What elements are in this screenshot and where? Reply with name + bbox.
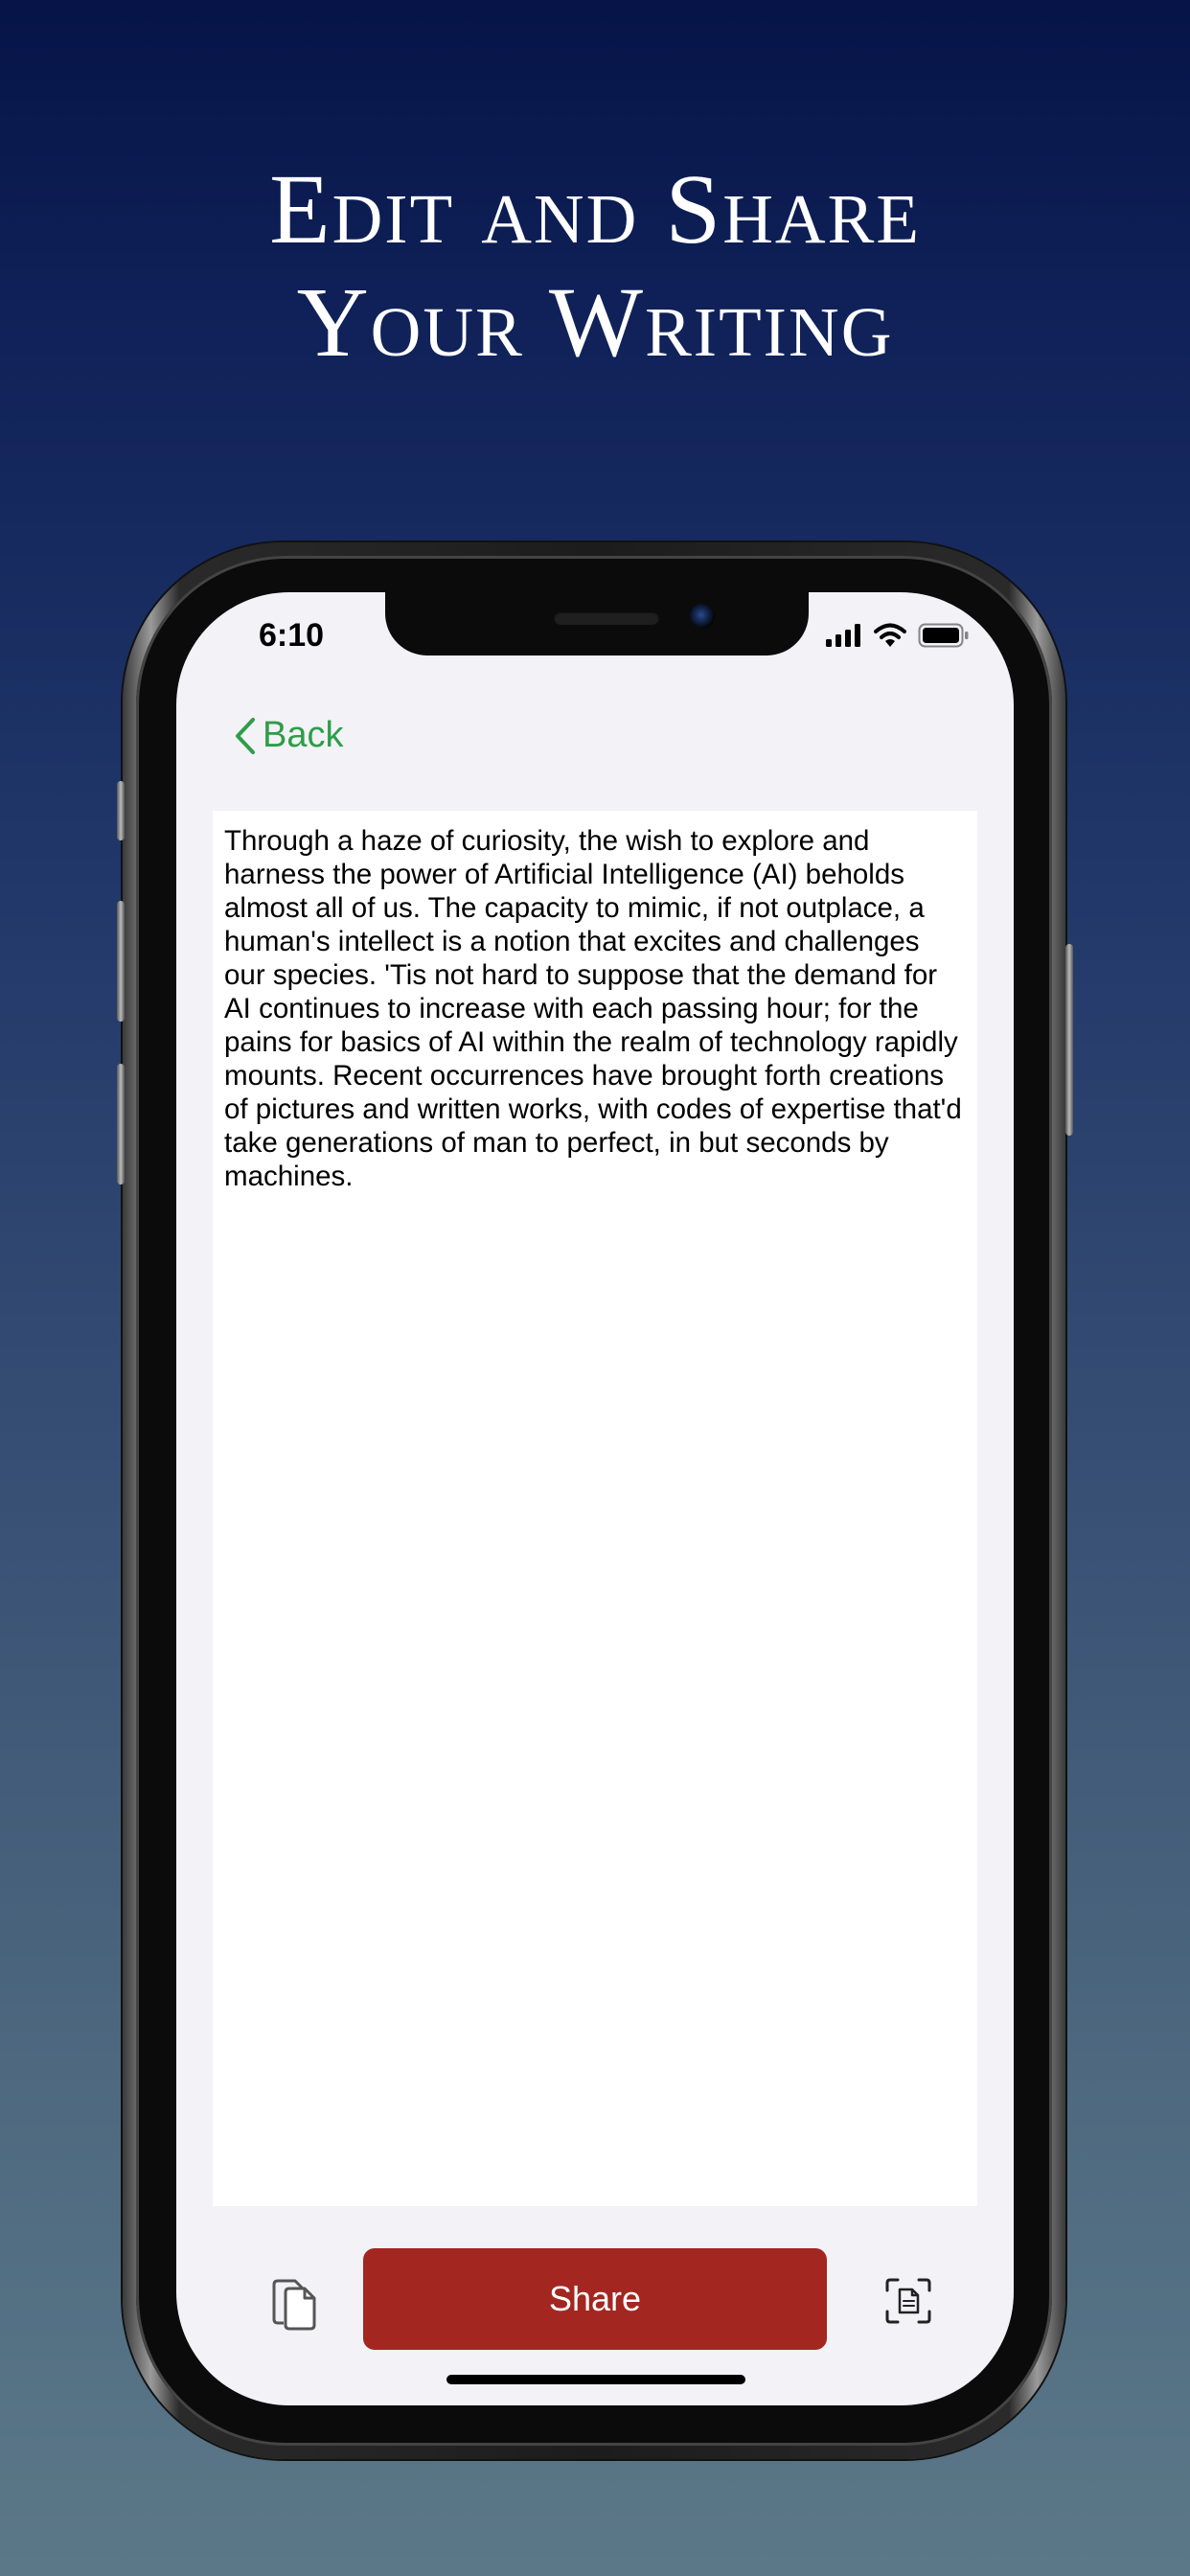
cellular-signal-icon [826,624,862,647]
status-time: 6:10 [259,617,325,654]
back-label: Back [263,715,344,755]
battery-icon [918,623,970,648]
back-button[interactable] [234,715,343,756]
home-indicator[interactable] [446,2375,745,2384]
scan-document-button[interactable] [884,2277,932,2325]
scan-document-icon [884,2277,932,2325]
status-icons [826,623,970,648]
bottom-toolbar [176,2248,1014,2354]
writing-text-editor[interactable]: Through a haze of curiosity, the wish to explore and harness the power of Artificial Intelligence (AI) beholds almost all of us. The capacity to mimic, if not outplace, a human's intellect is a notion that excites and challenges our species. 'Tis not hard to suppose that the demand for AI continues to increase with each passing hour; for the pains for basics of AI within the realm of technology rapidly mounts. Recent occurrences have brought forth creations of pictures and written works, with codes of expertise that'd take generations of man to perfect, in but seconds by machines. [213,811,977,2206]
headline-line-2: Your Writing [296,267,894,378]
front-camera [690,604,715,629]
headline [0,153,1190,380]
phone-screen [176,592,1014,2405]
phone-volume-up-button [117,901,125,1022]
phone-volume-down-button [117,1064,125,1184]
earpiece-speaker [554,611,659,625]
notch [385,592,809,656]
share-button[interactable]: Share [363,2248,827,2350]
phone-power-button [1065,944,1073,1136]
phone-mute-switch [117,781,125,840]
copy-document-icon [270,2273,318,2331]
wifi-icon [874,623,906,648]
chevron-left-icon [234,717,257,755]
copy-button[interactable] [270,2273,318,2331]
headline-line-1: Edit and Share [269,154,921,264]
